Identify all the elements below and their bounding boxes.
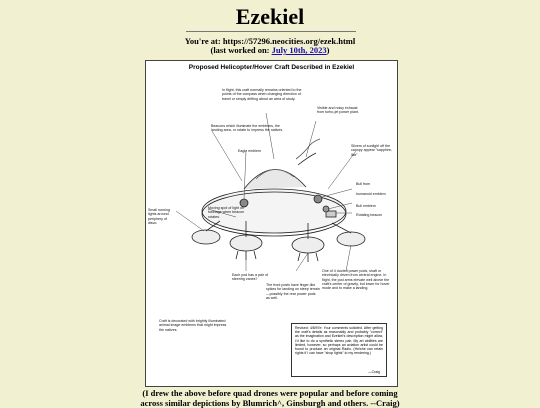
pod-front-right [292,237,324,253]
revision-note-text: Revised: 4/8/97e: Your comments solicited. After getting the craft's details as reasonably and probably "correct" as the imagination and Ezekiel's description might allow, I'd like to do a synthetic stereo pair. My art abilities are limited, however, so perhaps an aviation artist could be found to produce an original Radio. (He/she can retain rights if I can have "shop lights" to my rendering.) [295,326,383,356]
location-prefix: You're at: [184,36,223,46]
note-posts: The front posts have finger-like spikes for landing on steep terrain—possibly the rear power pods as well. [266,283,320,300]
updated-prefix: (last worked on: [210,45,272,55]
craft-canopy [244,169,306,189]
note-decorated: Craft is decorated with brightly illuminated animal image emblems that might impress the natives. [159,319,227,332]
note-rotating: Rotating beacon [356,213,383,217]
footer-line-2: across similar depictions by Blumrich^, Ginsburgh and others. --Craig) [140,398,400,408]
pod-front-left [230,235,262,251]
revision-note-signature: —Craig [368,369,380,374]
humanoid-emblem [314,195,322,203]
location-url: https://57296.neocities.org/ezek.html [222,36,356,46]
note-small-lights: Small running lights around periphery of disco. [148,208,170,225]
revision-note [291,323,387,377]
note-flight: In flight, this craft normally remains oriented to the points of the compass when changing direction of travel or simply drifting about an area of study. [222,88,302,101]
note-beacons: Beacons which illuminate the emblems, the landing area, or rotate to impress the natives. [211,124,284,133]
note-eagle: Eagle emblem [238,149,261,153]
pod-rear-left [192,230,220,244]
updated-date-link[interactable]: July 10th, 2023 [271,45,327,55]
note-exhaust: Visible and noisy exhaust from turbo-jet power plant. [317,106,359,115]
note-moving-spot: Moving spot of light on fuselage when beacon rotates. [208,206,244,219]
note-bull-front: Bull from [356,182,371,186]
updated-suffix: ) [326,45,330,55]
note-humanoid: humanoid emblem [356,192,386,196]
note-pods: One of 4 ducted power pods, shaft or electrically driven from central engine. In flight, the pod arms elevate well above the craft's center of gravity, but lower for hover mode and to make a landing. [322,269,390,291]
footer-line-1: (I drew the above before quad drones were popular and before coming [142,388,398,398]
title-divider [186,31,356,32]
note-bull-emblem: Bull emblem [356,204,376,208]
pod-arm-4 [332,223,351,233]
note-steering: Each pod has a pair of steering vanes? [232,273,268,282]
updated-line [0,45,540,55]
page-title: Ezekiel [235,4,305,29]
drawing-title: Proposed Helicopter/Hover Craft Described in Ezekiel [188,64,355,71]
note-slivers: Slivers of sunlight off the canopy appear "sapphire-like" [351,144,393,157]
footer-note [0,388,540,408]
pod-rear-right [337,232,365,246]
craft-drawing [145,60,398,387]
